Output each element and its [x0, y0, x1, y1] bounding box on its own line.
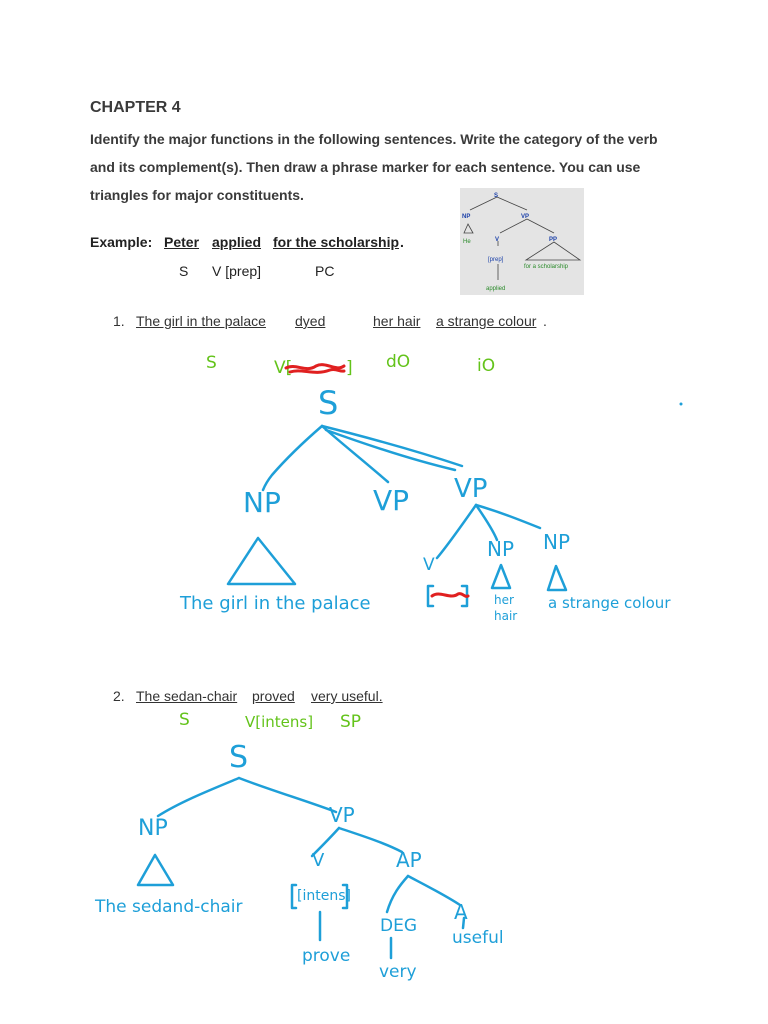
item-1-period: . [543, 313, 547, 329]
tree2-useful-leaf: useful [452, 928, 504, 948]
example-verb: applied [212, 234, 262, 250]
tree1-vp-node: VP [373, 484, 410, 517]
tree2-v-node: V [312, 850, 325, 871]
item-1-verb: dyed [295, 313, 326, 329]
tree1-np-node: NP [243, 486, 281, 519]
ref-applied-label: applied [486, 286, 506, 292]
item-2-annotation-sp: SP [340, 712, 362, 732]
item-1-annotation-v-close: ] [346, 358, 353, 378]
example-subject: Peter [164, 234, 200, 250]
chapter-heading: CHAPTER 4 [90, 99, 181, 116]
item-1-annotation-io: iO [477, 356, 496, 376]
tree2-ap-node: AP [396, 848, 422, 872]
ref-np-label: NP [462, 214, 471, 220]
tree2-vp-node: VP [329, 803, 355, 827]
item-2-annotation-s: S [179, 710, 190, 730]
ref-pp-label: PP [549, 237, 558, 243]
tree1-root-s: S [318, 384, 339, 422]
item-1-object: her hair [373, 313, 421, 329]
tree1-np-object-node: NP [487, 537, 515, 561]
item-1-annotation-s: S [206, 353, 217, 373]
example-function-s: S [179, 263, 189, 279]
example-function-pc: PC [315, 263, 335, 279]
example-complement: for the scholarship [273, 234, 400, 250]
tree1-hair-leaf: hair [494, 609, 518, 623]
tree2-prove-leaf: prove [302, 946, 351, 966]
item-2-number: 2. [113, 688, 125, 704]
item-2-annotation-v: V[intens] [245, 713, 314, 731]
tree1-np-complement-node: NP [543, 530, 571, 554]
instruction-line-1: Identify the major functions in the following sentences. Write the category of the verb [90, 131, 658, 147]
tree2-deg-node: DEG [380, 916, 418, 936]
example-period: . [400, 234, 404, 250]
ref-s-label: S [494, 193, 499, 199]
tree1-her-leaf: her [494, 593, 514, 607]
tree2-intens-leaf: [intens] [297, 888, 351, 904]
ref-prep-label: [prep] [488, 257, 504, 263]
item-2-subject: The sedan-chair [136, 688, 238, 704]
item-1-annotation-v-open: V[ [274, 358, 293, 378]
instruction-line-2: and its complement(s). Then draw a phrase marker for each sentence. You can use [90, 159, 641, 175]
tree2-root-s: S [229, 740, 249, 775]
item-2-verb: proved [252, 688, 295, 704]
ref-he-label: He [463, 239, 471, 245]
tree2-very-leaf: very [379, 962, 417, 982]
example-label: Example: [90, 234, 153, 250]
ref-vp-label: VP [521, 214, 530, 220]
tree1-complement-leaf: a strange colour [548, 594, 671, 612]
tree1-v-node: V [423, 555, 435, 575]
tree2-subject-leaf: The sedand-chair [95, 897, 243, 917]
ref-v-label: V [495, 237, 500, 243]
tree1-subject-leaf: The girl in the palace [180, 593, 371, 614]
item-1-subject: The girl in the palace [136, 313, 266, 329]
tree2-np-node: NP [138, 816, 168, 841]
item-1-annotation-do: dO [386, 352, 411, 372]
item-1-complement: a strange colour [436, 313, 537, 329]
item-2-predicative: very useful. [311, 688, 383, 704]
ref-pp-text: for a scholarship [524, 264, 569, 270]
tree2-a-node: A [454, 900, 468, 924]
item-1-number: 1. [113, 313, 125, 329]
example-function-v: V [prep] [212, 263, 262, 279]
tree1-vp2-node: VP [454, 474, 488, 504]
instruction-line-3: triangles for major constituents. [90, 187, 304, 203]
